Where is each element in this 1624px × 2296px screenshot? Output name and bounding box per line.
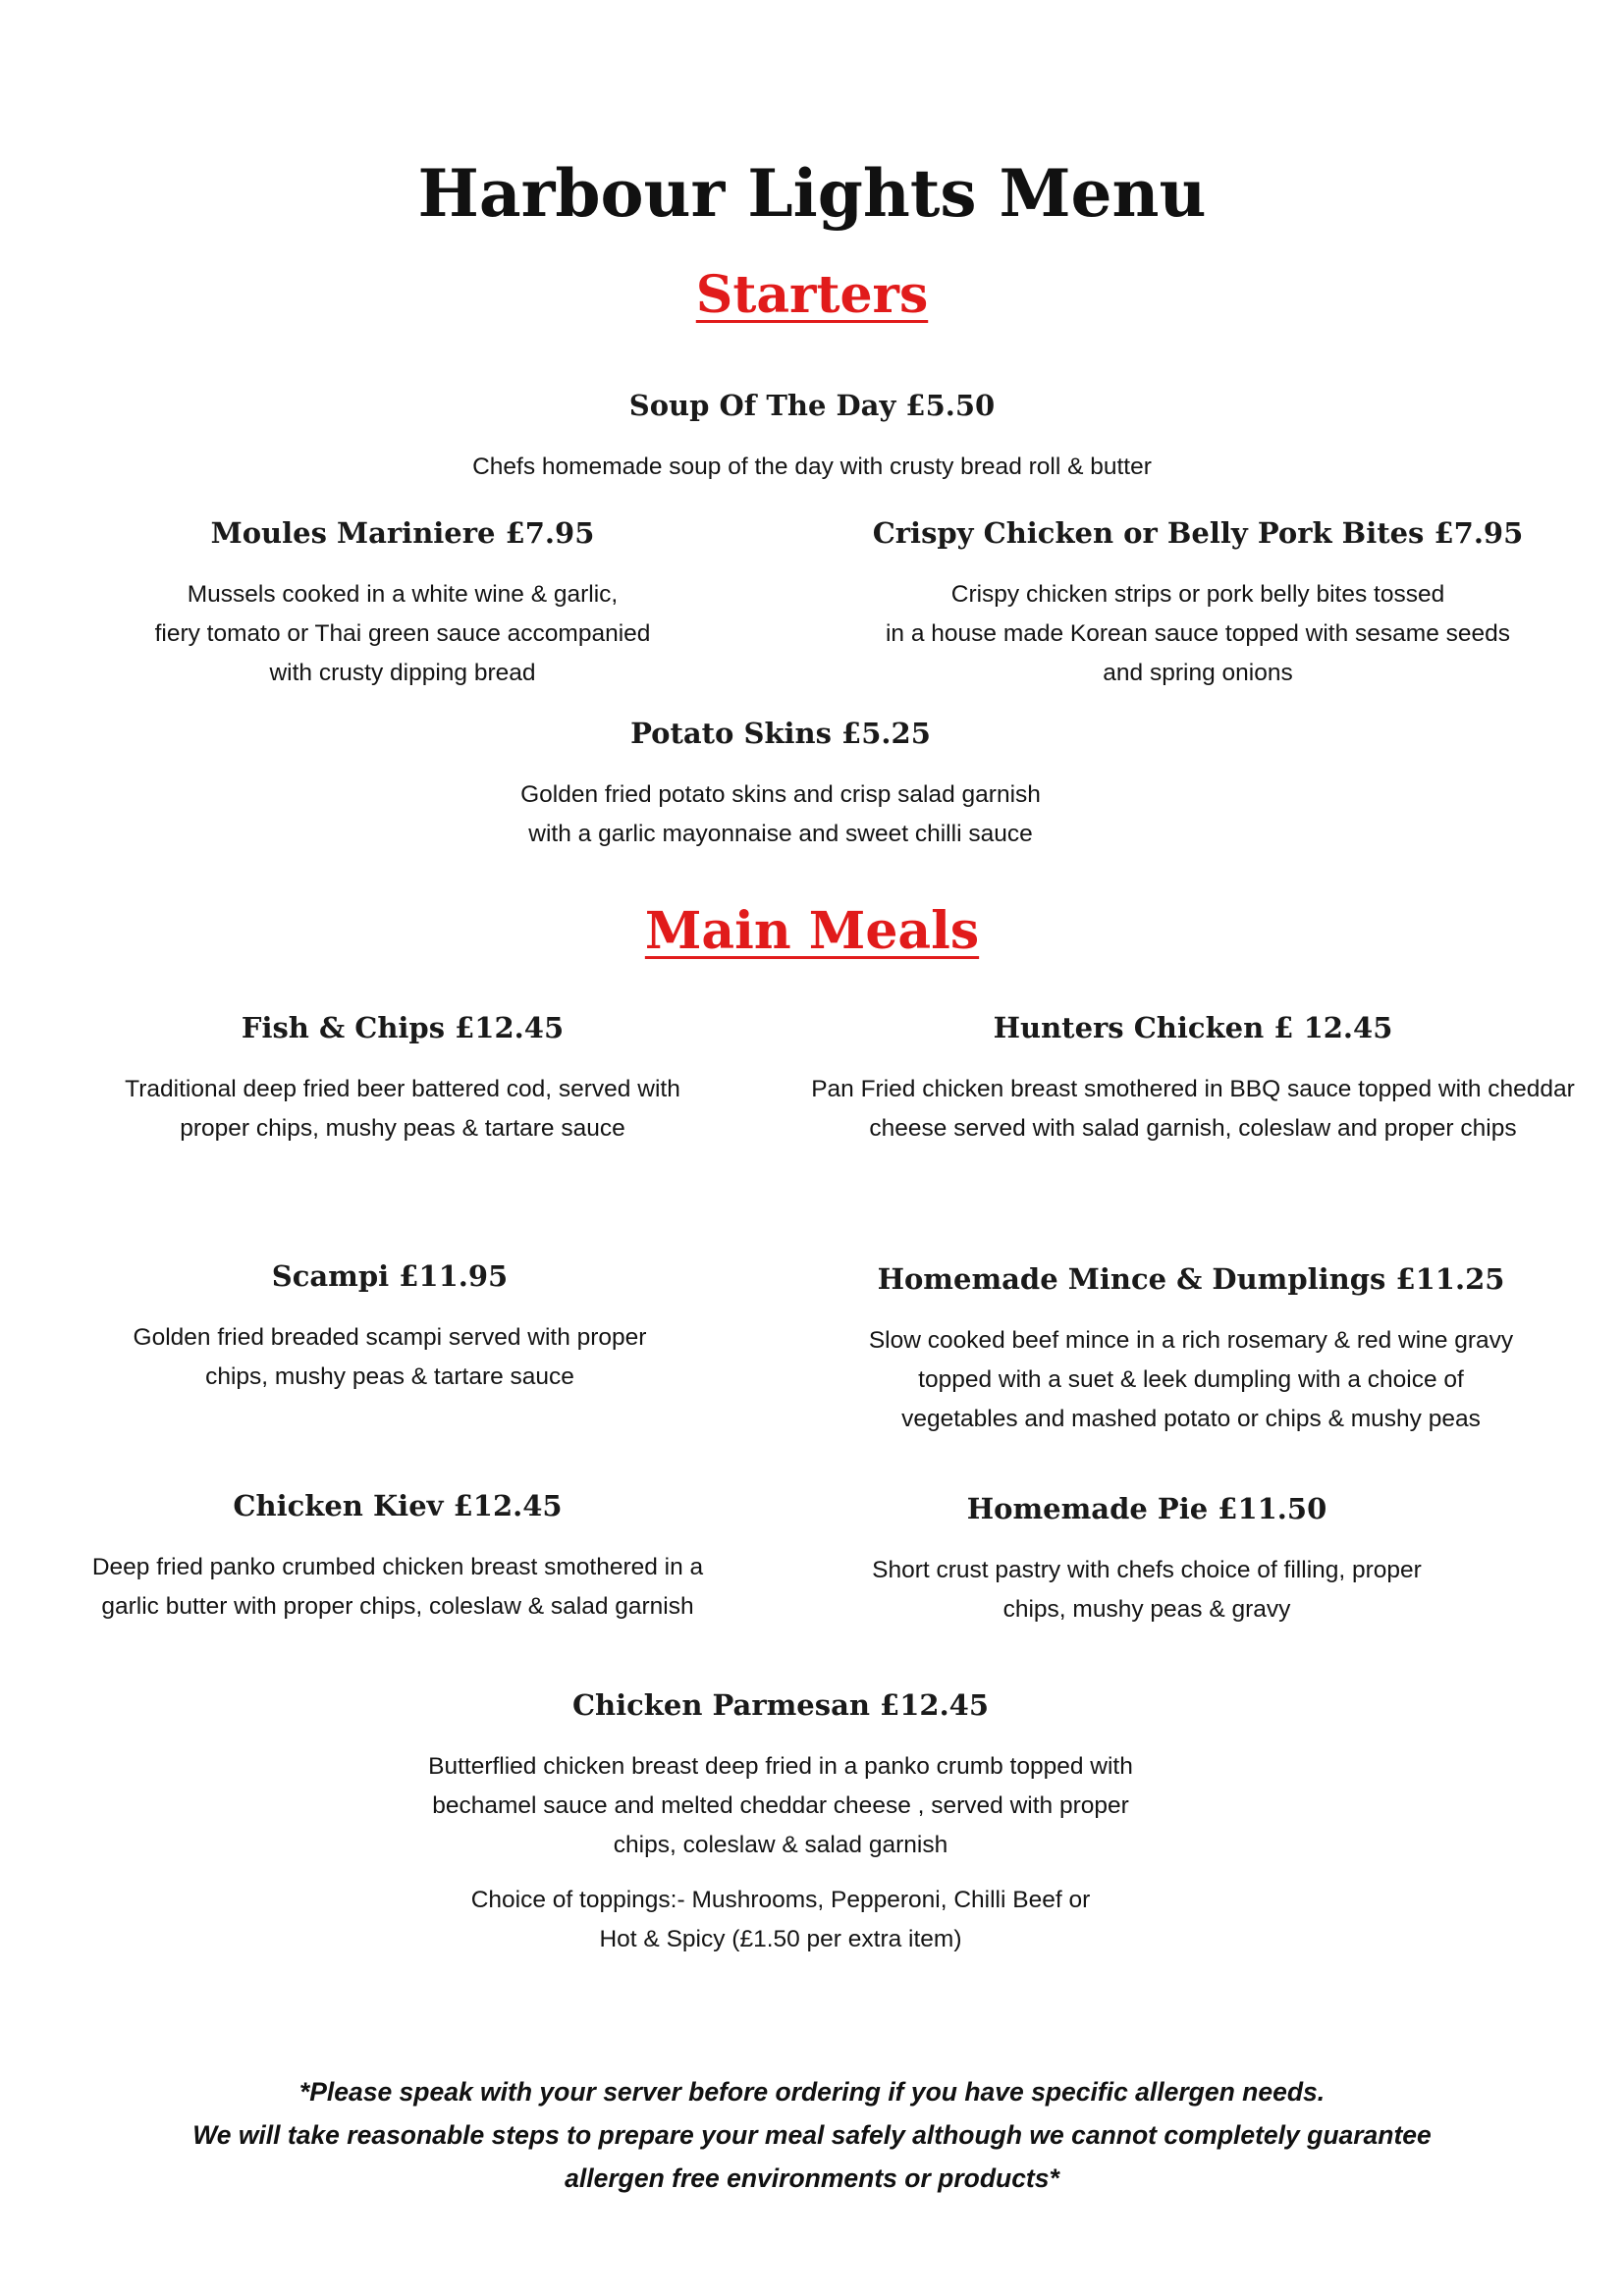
- description-line: Butterflied chicken breast deep fried in a panko crumb topped with: [428, 1753, 1133, 1780]
- description-line: Short crust pastry with chefs choice of filling, proper: [872, 1557, 1422, 1583]
- description-line: garlic butter with proper chips, coleslaw & salad garnish: [101, 1593, 694, 1620]
- description-line: chips, coleslaw & salad garnish: [613, 1832, 948, 1858]
- description-line: Chefs homemade soup of the day with crusty bread roll & butter: [472, 454, 1152, 480]
- description-line: Golden fried breaded scampi served with proper: [133, 1324, 647, 1351]
- description-line: with a garlic mayonnaise and sweet chilli sauce: [528, 821, 1033, 847]
- dish-description-scampi: [46, 1318, 733, 1397]
- description-line: proper chips, mushy peas & tartare sauce: [180, 1115, 625, 1142]
- allergen-notice-line: allergen free environments or products*: [565, 2163, 1059, 2193]
- description-line: and spring onions: [1103, 660, 1293, 686]
- dish-description-mince-and-dumplings: [798, 1321, 1584, 1439]
- description-line: Slow cooked beef mince in a rich rosemary & red wine gravy: [868, 1327, 1514, 1354]
- dish-name-mince-and-dumplings: Homemade Mince & Dumplings £11.25: [877, 1262, 1505, 1296]
- menu-title: Harbour Lights Menu: [417, 155, 1207, 232]
- main-meals-heading: Main Meals: [644, 901, 980, 961]
- dish-name-fish-and-chips: Fish & Chips £12.45: [241, 1011, 565, 1044]
- description-line: vegetables and mashed potato or chips & mushy peas: [901, 1406, 1481, 1432]
- dish-description-chicken-parmesan: [339, 1747, 1222, 1865]
- allergen-notice: [76, 2070, 1548, 2200]
- description-line: chips, mushy peas & tartare sauce: [205, 1363, 574, 1390]
- dish-name-soup: Soup Of The Day £5.50: [628, 389, 996, 422]
- description-line: Deep fried panko crumbed chicken breast smothered in a: [91, 1554, 704, 1580]
- dish-description-hunters-chicken: [766, 1070, 1620, 1148]
- description-line: chips, mushy peas & gravy: [1002, 1596, 1291, 1623]
- description-line: Crispy chicken strips or pork belly bites tossed: [950, 581, 1445, 608]
- dish-name-chicken-kiev: Chicken Kiev £12.45: [233, 1489, 563, 1522]
- dish-description-crispy-bites: [830, 575, 1566, 693]
- description-line: topped with a suet & leek dumpling with a choice of: [918, 1366, 1464, 1393]
- allergen-notice-line: We will take reasonable steps to prepare your meal safely although we cannot completely guarantee: [192, 2120, 1432, 2150]
- dish-name-homemade-pie: Homemade Pie £11.50: [966, 1492, 1327, 1525]
- dish-description-homemade-pie: [754, 1551, 1540, 1629]
- description-line: bechamel sauce and melted cheddar cheese , served with proper: [432, 1792, 1129, 1819]
- dish-description-chicken-kiev: [54, 1548, 741, 1627]
- dish-name-hunters-chicken: Hunters Chicken £ 12.45: [993, 1011, 1393, 1044]
- dish-name-scampi: Scampi £11.95: [271, 1259, 509, 1293]
- description-line: Mussels cooked in a white wine & garlic,: [187, 581, 619, 608]
- dish-name-moules: Moules Mariniere £7.95: [210, 516, 595, 550]
- dish-description-moules: [59, 575, 746, 693]
- description-line: in a house made Korean sauce topped with sesame seeds: [885, 620, 1511, 647]
- description-line: with crusty dipping bread: [269, 660, 536, 686]
- dish-description-fish-and-chips: [59, 1070, 746, 1148]
- starters-heading: Starters: [695, 265, 929, 325]
- allergen-notice-line: *Please speak with your server before ordering if you have specific allergen needs.: [298, 2077, 1326, 2107]
- dish-description-potato-skins: [388, 775, 1173, 854]
- toppings-line: Choice of toppings:- Mushrooms, Pepperoni, Chilli Beef or: [470, 1887, 1091, 1913]
- dish-name-potato-skins: Potato Skins £5.25: [630, 717, 931, 750]
- description-line: Golden fried potato skins and crisp salad garnish: [520, 781, 1041, 808]
- description-line: Pan Fried chicken breast smothered in BBQ sauce topped with cheddar: [811, 1076, 1575, 1102]
- description-line: cheese served with salad garnish, coleslaw and proper chips: [869, 1115, 1517, 1142]
- toppings-note: [339, 1881, 1222, 1959]
- dish-description-soup: [223, 448, 1401, 487]
- description-line: Traditional deep fried beer battered cod, served with: [125, 1076, 680, 1102]
- description-line: fiery tomato or Thai green sauce accompanied: [154, 620, 651, 647]
- dish-name-chicken-parmesan: Chicken Parmesan £12.45: [571, 1688, 990, 1722]
- toppings-line: Hot & Spicy (£1.50 per extra item): [599, 1926, 962, 1952]
- dish-name-crispy-bites: Crispy Chicken or Belly Pork Bites £7.95: [872, 516, 1524, 550]
